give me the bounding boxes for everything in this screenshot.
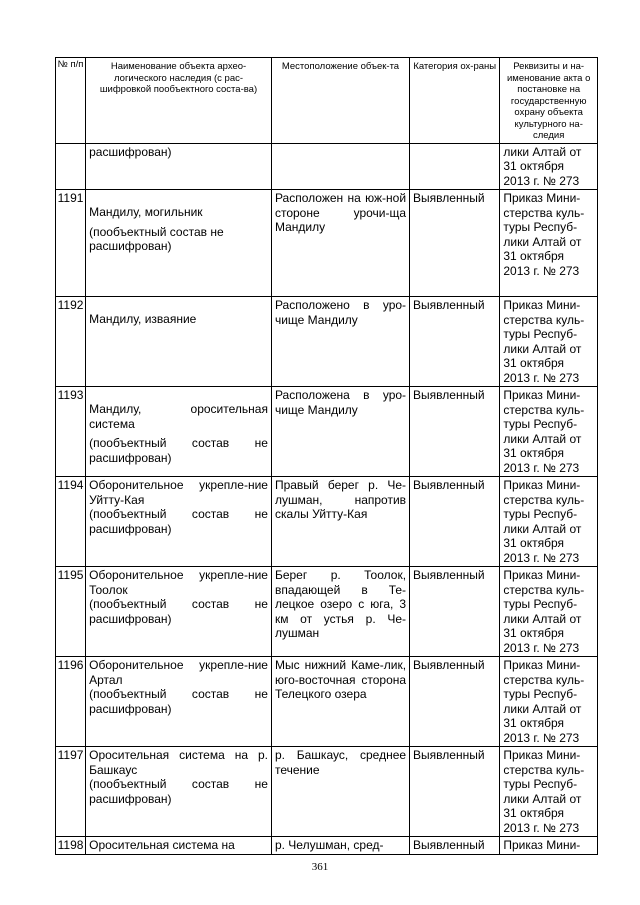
cell-location: Правый берег р. Че-лушман, напротив скалы Уйтту-Кая <box>271 477 409 567</box>
table-row <box>56 190 598 297</box>
cell-location: Расположен на юж-ной стороне урочи-ща Мандилу <box>271 190 409 297</box>
cell-category: Выявленный <box>410 747 500 837</box>
cell-number: 1197 <box>56 747 86 837</box>
cell-name <box>86 837 272 855</box>
header-location: Местоположение объек-та <box>271 58 409 144</box>
object-name: Оборонительное укрепле-ние Артал <box>89 658 268 687</box>
cell-location: Расположено в уро-чище Мандилу <box>271 297 409 387</box>
table-row <box>56 477 598 567</box>
cell-number: 1198 <box>56 837 86 855</box>
cell-act: Приказ Мини-стерства куль-туры Респуб-лики Алтай от 31 октября 2013 г. № 273 <box>500 747 598 837</box>
cell-name <box>86 657 272 747</box>
cell-location: Мыс нижний Каме-лик, юго-восточная сторона Телецкого озера <box>271 657 409 747</box>
heritage-objects-table <box>55 57 598 855</box>
cell-location <box>271 143 409 190</box>
object-name: Мандилу, оросительная система <box>89 402 268 431</box>
table-row <box>56 387 598 477</box>
cell-location: Берег р. Тоолок, впадающей в Те-лецкое озеро с юга, 3 км от устья р. Че-лушман <box>271 567 409 657</box>
object-name: Оросительная система на р. Башкаус <box>89 748 268 777</box>
header-category: Категория ох-раны <box>410 58 500 144</box>
header-object-name: Наименование объекта архео-логического наследия (с рас-шифровкой пообъектного соста-ва) <box>86 58 272 144</box>
cell-category: Выявленный <box>410 837 500 855</box>
object-composition: (пообъектный состав не расшифрован) <box>89 224 224 253</box>
object-composition: (пообъектный состав не расшифрован) <box>89 436 268 465</box>
table-row <box>56 567 598 657</box>
table-row <box>56 837 598 855</box>
cell-location: р. Башкаус, среднее течение <box>271 747 409 837</box>
continuation-row <box>56 143 598 190</box>
page-number: 361 <box>311 861 329 873</box>
header-act-details: Реквизиты и на-именование акта о постановке на государственную охрану объекта культурного на-следия <box>500 58 598 144</box>
object-name: Мандилу, могильник <box>89 205 203 219</box>
cell-act: Приказ Мини-стерства куль-туры Респуб-лики Алтай от 31 октября 2013 г. № 273 <box>500 477 598 567</box>
cell-location: Расположена в уро-чище Мандилу <box>271 387 409 477</box>
object-composition: (пообъектный состав не расшифрован) <box>89 597 268 626</box>
cell-number: 1192 <box>56 297 86 387</box>
cell-category: Выявленный <box>410 297 500 387</box>
cell-name <box>86 747 272 837</box>
cell-name <box>86 387 272 477</box>
cell-act: лики Алтай от 31 октября 2013 г. № 273 <box>500 143 598 190</box>
header-number: № п/п <box>56 58 86 144</box>
cell-category: Выявленный <box>410 657 500 747</box>
cell-act: Приказ Мини-стерства куль-туры Респуб-лики Алтай от 31 октября 2013 г. № 273 <box>500 567 598 657</box>
cell-category: Выявленный <box>410 567 500 657</box>
cell-number: 1191 <box>56 190 86 297</box>
cell-act: Приказ Мини-стерства куль-туры Респуб-лики Алтай от 31 октября 2013 г. № 273 <box>500 387 598 477</box>
object-name: Оборонительное укрепле-ние Тоолок <box>89 568 268 597</box>
object-composition: (пообъектный состав не расшифрован) <box>89 507 268 536</box>
cell-act: Приказ Мини-стерства куль-туры Респуб-лики Алтай от 31 октября 2013 г. № 273 <box>500 297 598 387</box>
object-composition: (пообъектный состав не расшифрован) <box>89 777 268 806</box>
cell-number: 1196 <box>56 657 86 747</box>
cell-act: Приказ Мини-стерства куль-туры Респуб-лики Алтай от 31 октября 2013 г. № 273 <box>500 190 598 297</box>
cell-number: 1194 <box>56 477 86 567</box>
table-row <box>56 297 598 387</box>
object-name: Мандилу, изваяние <box>89 312 197 326</box>
cell-name <box>86 567 272 657</box>
cell-name <box>86 477 272 567</box>
cell-act: Приказ Мини- <box>500 837 598 855</box>
cell-name <box>86 297 272 387</box>
object-composition: (пообъектный состав не расшифрован) <box>89 687 268 716</box>
cell-act: Приказ Мини-стерства куль-туры Респуб-лики Алтай от 31 октября 2013 г. № 273 <box>500 657 598 747</box>
cell-number: 1195 <box>56 567 86 657</box>
cell-name: расшифрован) <box>86 143 272 190</box>
table-row <box>56 747 598 837</box>
cell-category: Выявленный <box>410 477 500 567</box>
object-name: Оборонительное укрепле-ние Уйтту-Кая <box>89 478 268 507</box>
cell-number: 1193 <box>56 387 86 477</box>
table-header-row <box>56 58 598 144</box>
cell-number <box>56 143 86 190</box>
cell-name <box>86 190 272 297</box>
cell-category: Выявленный <box>410 387 500 477</box>
object-name: Оросительная система на <box>89 838 235 852</box>
cell-location: р. Челушман, сред- <box>271 837 409 855</box>
cell-category: Выявленный <box>410 190 500 297</box>
cell-category <box>410 143 500 190</box>
table-row <box>56 657 598 747</box>
